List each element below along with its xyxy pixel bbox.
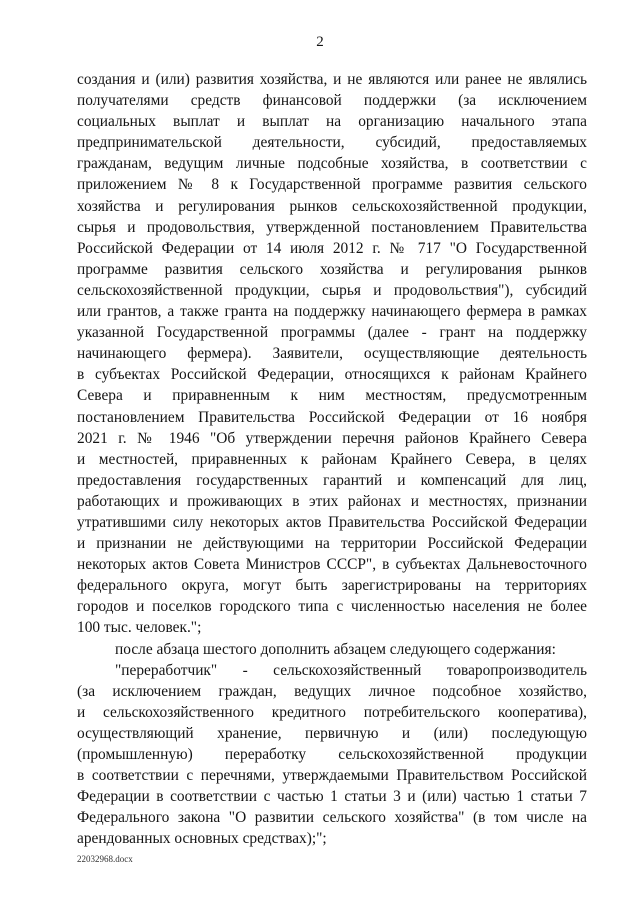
text-line: сельскохозяйственной продукции, сырья и продовольствия"), субсидий bbox=[77, 281, 587, 299]
text-line: получателями средств финансовой поддержки (за исключением bbox=[77, 92, 587, 110]
text-line: после абзаца шестого дополнить абзацем следующего содержания: bbox=[115, 640, 556, 658]
text-line: создания и (или) развития хозяйства, и не являются или ранее не являлись bbox=[77, 71, 587, 88]
text-line: начинающего фермера). Заявители, осуществляющие деятельность bbox=[77, 345, 587, 363]
text-line: приложением № 8 к Государственной программе развития сельского bbox=[77, 176, 587, 194]
text-line: Российской Федерации от 14 июля 2012 г. № 717 "О Государственной bbox=[77, 239, 587, 257]
text-line: и признании не действующими на территории Российской Федерации bbox=[77, 535, 587, 553]
text-line: гражданам, ведущим личные подсобные хозяйства, в соответствии с bbox=[77, 155, 587, 173]
text-line: хозяйства и регулирования рынков сельскохозяйственной продукции, bbox=[77, 197, 587, 215]
text-line: работающих и проживающих в этих районах и местностях, признании bbox=[77, 492, 587, 510]
paragraph-continuation bbox=[77, 69, 587, 639]
text-line: в субъектах Российской Федерации, относящихся к районам Крайнего bbox=[77, 366, 587, 384]
text-line: и местностей, приравненных к районам Крайнего Севера, в целях bbox=[77, 450, 587, 468]
text-line: (за исключением граждан, ведущих личное подсобное хозяйство, bbox=[77, 682, 587, 700]
text-line: федерального округа, могут быть зарегистрированы на территориях bbox=[77, 577, 587, 595]
text-line: городов и поселков городского типа с численностью населения не более bbox=[77, 598, 587, 616]
text-line: (промышленную) переработку сельскохозяйственной продукции bbox=[77, 746, 587, 763]
file-name-footer: 22032968.docx bbox=[77, 854, 133, 864]
text-line: предпринимательской деятельности, субсидий, предоставляемых bbox=[77, 134, 587, 152]
paragraph-instruction bbox=[77, 639, 587, 660]
text-line: указанной Государственной программы (далее - грант на поддержку bbox=[77, 324, 587, 342]
document-body bbox=[77, 69, 587, 849]
text-line: постановлением Правительства Российской Федерации от 16 ноября bbox=[77, 408, 587, 426]
text-line: или грантов, а также гранта на поддержку начинающего фермера в рамках bbox=[77, 303, 587, 321]
text-line: сырья и продовольствия, утвержденной постановлением Правительства bbox=[77, 218, 587, 236]
text-line: Федерации в соответствии с частью 1 статьи 3 и (или) частью 1 статьи 7 bbox=[77, 788, 587, 806]
text-line: Севера и приравненным к ним местностям, предусмотренным bbox=[77, 387, 587, 405]
text-line: предоставления государственных гарантий и компенсаций для лиц, bbox=[77, 471, 587, 489]
text-line: арендованных основных средствах);"; bbox=[77, 830, 327, 848]
text-line: и сельскохозяйственного кредитного потребительского кооператива), bbox=[77, 703, 587, 721]
text-line: Федерального закона "О развитии сельского хозяйства" (в том числе на bbox=[77, 809, 587, 827]
text-line: "переработчик" - сельскохозяйственный товаропроизводитель bbox=[115, 661, 587, 679]
paragraph-definition bbox=[77, 660, 587, 850]
page-number: 2 bbox=[316, 34, 324, 50]
text-line: утратившими силу некоторых актов Правительства Российской Федерации bbox=[77, 513, 587, 531]
text-line: программе развития сельского хозяйства и регулирования рынков bbox=[77, 260, 587, 278]
text-line: 100 тыс. человек."; bbox=[77, 619, 202, 637]
text-line: социальных выплат и выплат на организацию начального этапа bbox=[77, 113, 587, 131]
text-line: некоторых актов Совета Министров СССР", в субъектах Дальневосточного bbox=[77, 556, 587, 574]
text-line: 2021 г. № 1946 "Об утверждении перечня районов Крайнего Севера bbox=[77, 429, 587, 447]
text-line: осуществляющий хранение, первичную и (или) последующую bbox=[77, 724, 587, 742]
text-line: в соответствии с перечнями, утверждаемыми Правительством Российской bbox=[77, 767, 587, 785]
